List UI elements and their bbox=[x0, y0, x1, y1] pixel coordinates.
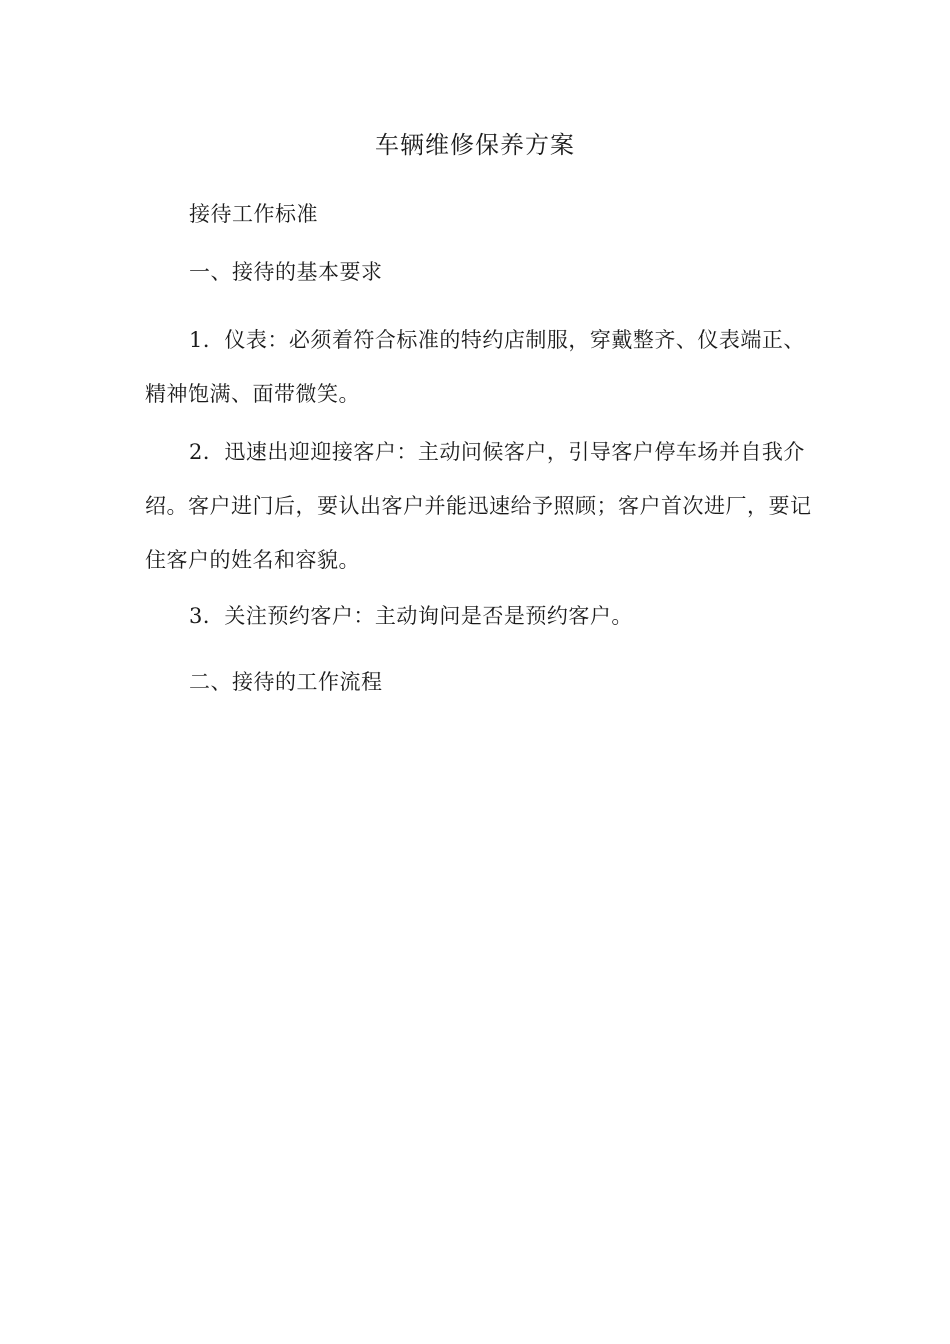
paragraph-appearance: 1．仪表：必须着符合标准的特约店制服，穿戴整齐、仪表端正、精神饱满、面带微笑。 bbox=[145, 328, 805, 406]
section-heading-basic-requirements: 一、接待的基本要求 bbox=[189, 260, 383, 284]
document-title: 车辆维修保养方案 bbox=[375, 131, 575, 159]
section-heading-reception-standard: 接待工作标准 bbox=[189, 202, 318, 226]
section-heading-workflow: 二、接待的工作流程 bbox=[189, 670, 383, 694]
paragraph-appointment-customer: 3．关注预约客户：主动询问是否是预约客户。 bbox=[189, 604, 633, 628]
paragraph-greet-customer: 2．迅速出迎迎接客户：主动问候客户，引导客户停车场并自我介绍。客户进门后，要认出客户并能迅速给予照顾；客户首次进厂，要记住客户的姓名和容貌。 bbox=[145, 440, 812, 572]
